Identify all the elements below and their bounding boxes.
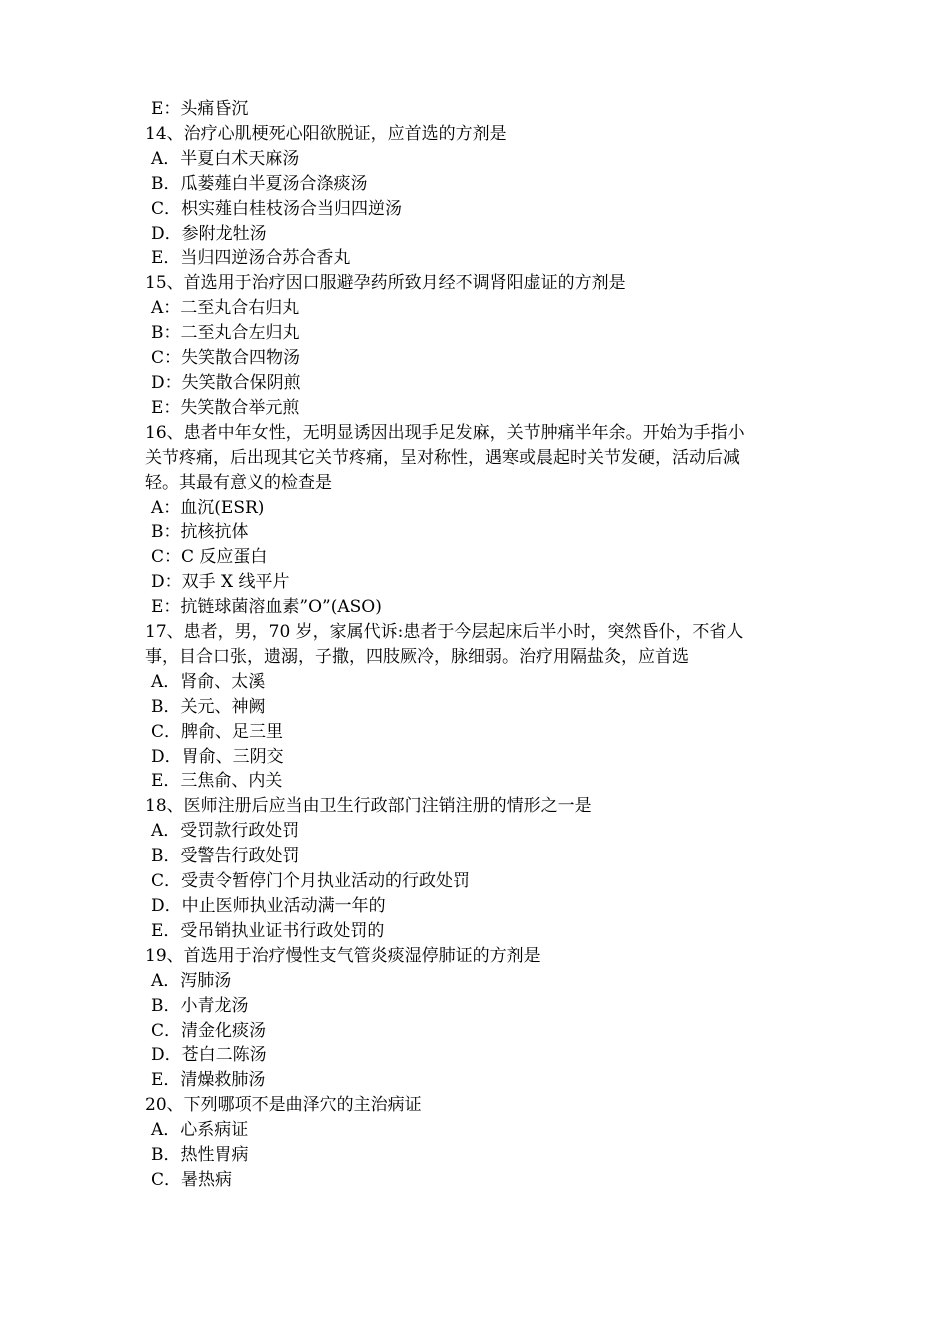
answer-option: A：血沉(ESR) <box>151 497 265 518</box>
answer-option: E．受吊销执业证书行政处罚的 <box>151 920 385 941</box>
answer-option: C：C 反应蛋白 <box>151 547 268 568</box>
question-text: 20、下列哪项不是曲泽穴的主治病证 <box>145 1095 422 1116</box>
answer-option: C：失笑散合四物汤 <box>151 348 301 369</box>
answer-option: A．受罚款行政处罚 <box>151 821 300 842</box>
answer-option: B．小青龙汤 <box>151 995 249 1016</box>
document-page <box>145 97 825 1193</box>
answer-option: A．肾俞、太溪 <box>151 671 266 692</box>
answer-option: B：二至丸合左归丸 <box>151 323 300 344</box>
answer-option: E．清燥救肺汤 <box>151 1070 266 1091</box>
answer-option: B．热性胃病 <box>151 1145 249 1166</box>
answer-option: C．清金化痰汤 <box>151 1020 267 1041</box>
answer-option: D．苍白二陈汤 <box>151 1045 267 1066</box>
answer-option: E：头痛昏沉 <box>151 99 249 119</box>
answer-option: C．脾俞、足三里 <box>151 721 284 742</box>
question-text: 14、治疗心肌梗死心阳欲脱证，应首选的方剂是 <box>145 123 507 144</box>
answer-option: B．受警告行政处罚 <box>151 846 300 867</box>
answer-option: C．受责令暂停门个月执业活动的行政处罚 <box>151 871 471 892</box>
question-text: 17、患者，男，70 岁，家属代诉:患者于今层起床后半小时，突然昏仆，不省人 <box>145 622 744 643</box>
answer-option: C．暑热病 <box>151 1169 233 1190</box>
question-text: 16、患者中年女性，无明显诱因出现手足发麻，关节肿痛半年余。开始为手指小 <box>145 422 745 443</box>
question-text: 事，目合口张，遗溺，子撒，四肢厥冷，脉细弱。治疗用隔盐灸，应首选 <box>145 646 689 667</box>
answer-option: E：抗链球菌溶血素”O”(ASO) <box>151 597 382 618</box>
answer-option: A：二至丸合右归丸 <box>151 298 300 319</box>
answer-option: B．瓜蒌薤白半夏汤合涤痰汤 <box>151 173 368 194</box>
question-text: 19、首选用于治疗慢性支气管炎痰湿停肺证的方剂是 <box>145 945 541 966</box>
answer-option: E．当归四逆汤合苏合香丸 <box>151 248 351 269</box>
answer-option: D．胃俞、三阴交 <box>151 746 284 767</box>
question-text: 轻。其最有意义的检查是 <box>145 472 332 493</box>
answer-option: A．半夏白术天麻汤 <box>151 148 300 169</box>
answer-option: E：失笑散合举元煎 <box>151 397 300 418</box>
answer-option: D：双手 X 线平片 <box>151 572 290 593</box>
answer-option: C．枳实薤白桂枝汤合当归四逆汤 <box>151 198 403 219</box>
question-text: 15、首选用于治疗因口服避孕药所致月经不调肾阳虚证的方剂是 <box>145 273 626 294</box>
answer-option: D：失笑散合保阴煎 <box>151 372 301 393</box>
answer-option: B．关元、神阙 <box>151 696 266 717</box>
answer-option: B：抗核抗体 <box>151 522 249 543</box>
answer-option: D．参附龙牡汤 <box>151 223 267 244</box>
answer-option: E．三焦俞、内关 <box>151 771 283 792</box>
answer-option: D．中止医师执业活动满一年的 <box>151 896 386 916</box>
answer-option: A．心系病证 <box>151 1120 249 1141</box>
answer-option: A．泻肺汤 <box>151 970 232 991</box>
question-text: 18、医师注册后应当由卫生行政部门注销注册的情形之一是 <box>145 796 592 817</box>
question-text: 关节疼痛，后出现其它关节疼痛，呈对称性，遇寒或晨起时关节发硬，活动后减 <box>145 447 740 468</box>
